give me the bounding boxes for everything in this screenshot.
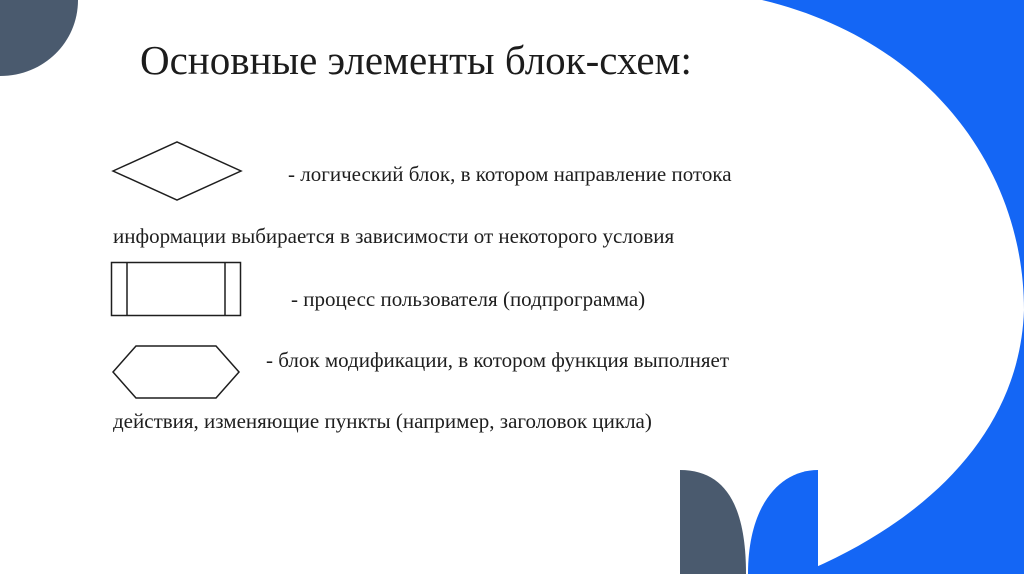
leaf-decoration-blue <box>748 470 818 574</box>
slide-title: Основные элементы блок-схем: <box>140 37 692 83</box>
decision-diamond-icon <box>110 139 244 203</box>
subroutine-description: - процесс пользователя (подпрограмма) <box>291 287 646 311</box>
leaf-decoration-slate <box>680 470 746 574</box>
decision-description-continued: информации выбирается в зависимости от некоторого условия <box>113 224 675 248</box>
modification-description: - блок модификации, в котором функция выполняет <box>266 348 730 372</box>
corner-decoration-slate <box>0 0 78 76</box>
subroutine-block-icon <box>110 261 242 317</box>
decision-description: - логический блок, в котором направление потока <box>288 162 732 186</box>
modification-description-continued: действия, изменяющие пункты (например, заголовок цикла) <box>113 409 652 433</box>
modification-hexagon-icon <box>110 343 242 401</box>
